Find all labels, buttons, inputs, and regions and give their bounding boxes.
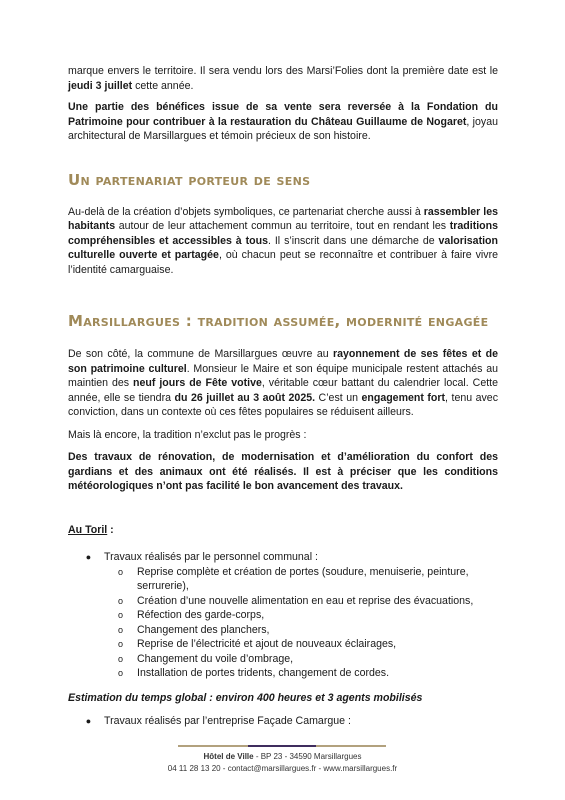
bullet-icon: ● bbox=[85, 552, 92, 562]
footer-address: Hôtel de Ville - BP 23 - 34590 Marsillargues bbox=[203, 752, 362, 761]
circle-bullet-icon: o bbox=[118, 610, 124, 620]
circle-bullet-icon: o bbox=[118, 653, 124, 664]
document-body bbox=[68, 64, 498, 729]
list-item: o Changement du voile d’ombrage, bbox=[118, 652, 294, 665]
list-item: o Reprise complète et création de portes (soudure, menuiserie, peinture, serrurerie), bbox=[118, 565, 469, 592]
list-item: o Reprise de l’électricité et ajout de nouveaux éclairages, bbox=[118, 638, 397, 650]
section-label-toril: Au Toril : bbox=[68, 523, 114, 536]
circle-bullet-icon: o bbox=[118, 639, 124, 649]
heading-marsillargues: Marsillargues : tradition assumée, modernité engagée bbox=[68, 312, 489, 330]
circle-bullet-icon: o bbox=[118, 595, 124, 606]
paragraph-commune: De son côté, la commune de Marsillargues œuvre au rayonnement de ses fêtes et de son patrimoine culturel. Monsieur le Maire et son équipe municipale restent attachés au maintien des neuf jours de Fête votive, véritable cœur battant du calendrier local. Cette année, elle se tiendra du 26 juillet au 3 août 2025. C’est un engagement fort, tenu avec conviction, dans un contexte où ces fêtes populaires se réduisent ailleurs. bbox=[68, 348, 498, 418]
paragraph-fondation: Une partie des bénéfices issue de sa vente sera reversée à la Fondation du Patrimoine pour contribuer à la restauration du Château Guillaume de Nogaret, joyau architectural de Marsillargues et témoin précieux de son histoire. bbox=[68, 101, 498, 142]
paragraph-travaux: Des travaux de rénovation, de modernisation et d’amélioration du confort des gardians et des animaux ont été réalisés. Il est à préciser que les conditions météorologiques n’ont pas facilité le bon avancement des travaux. bbox=[68, 451, 498, 492]
paragraph-partenariat: Au-delà de la création d’objets symboliques, ce partenariat cherche aussi à rassembler les habitants autour de leur attachement commun au territoire, tout en rendant les traditions compréhensibles et accessibles à tous. Il s’inscrit dans une démarche de valorisation culturelle ouverte et partagée, où chacun peut se reconnaître et contribuer à faire vivre l’identité camarguaise. bbox=[68, 205, 498, 276]
footer-divider bbox=[178, 745, 386, 747]
circle-bullet-icon: o bbox=[118, 566, 124, 577]
sub-list-travaux bbox=[68, 565, 498, 681]
circle-bullet-icon: o bbox=[118, 624, 124, 635]
list-item: o Installation de portes tridents, changement de cordes. bbox=[118, 667, 390, 679]
paragraph-intro: marque envers le territoire. Il sera vendu lors des Marsi’Folies dont la première date est le jeudi 3 juillet cette année. bbox=[68, 65, 498, 92]
bullet-personnel-communal: ● Travaux réalisés par le personnel communal : bbox=[85, 551, 318, 563]
bullet-facade-camargue: ● Travaux réalisés par l’entreprise Façade Camargue : bbox=[85, 715, 351, 727]
paragraph-progres: Mais là encore, la tradition n’exclut pas le progrès : bbox=[68, 428, 307, 441]
list-item: o Changement des planchers, bbox=[118, 623, 270, 636]
footer-contact: 04 11 28 13 20 - contact@marsillargues.fr - www.marsillargues.fr bbox=[167, 764, 398, 773]
heading-partenariat: Un partenariat porteur de sens bbox=[68, 170, 311, 189]
list-item: o Réfection des garde-corps, bbox=[118, 609, 265, 621]
circle-bullet-icon: o bbox=[118, 668, 124, 678]
list-item: o Création d’une nouvelle alimentation en eau et reprise des évacuations, bbox=[118, 594, 474, 607]
estimation-line: Estimation du temps global : environ 400 heures et 3 agents mobilisés bbox=[68, 691, 423, 704]
bullet-icon: ● bbox=[85, 716, 92, 726]
